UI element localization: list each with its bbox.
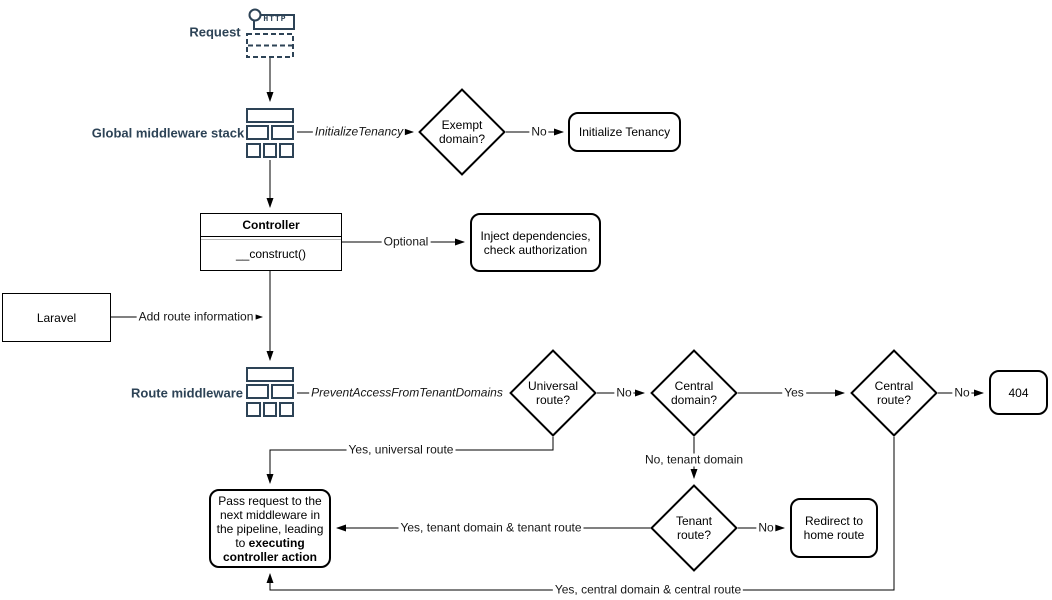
pass-request-bold-text: executing controller action: [222, 535, 317, 564]
edge-label-prevent-access: PreventAccessFromTenantDomains: [311, 385, 503, 400]
decision-tenant-route-label: Tenant route?: [675, 514, 713, 542]
edge-label-no-exempt: No: [531, 124, 547, 139]
node-initialize-tenancy: Initialize Tenancy: [568, 112, 681, 152]
edge-label-no-tenant-route: No: [758, 520, 774, 535]
http-request-icon: [244, 5, 296, 59]
decision-universal-route: [509, 349, 597, 437]
node-laravel: Laravel: [2, 293, 111, 342]
node-controller: [200, 213, 342, 271]
edge-label-add-route-information: Add route information: [138, 309, 254, 324]
decision-exempt-domain-label: Exempt domain?: [438, 118, 486, 146]
global-middleware-label: Global middleware stack: [91, 125, 245, 141]
node-redirect-home: Redirect to home route: [790, 498, 878, 558]
decision-central-domain: [650, 349, 738, 437]
edge-label-no-central-route: No: [954, 385, 970, 400]
decision-exempt-domain: [418, 88, 506, 176]
decision-central-route: [850, 349, 938, 437]
request-label: Request: [189, 24, 241, 40]
route-middleware-label: Route middleware: [131, 385, 243, 401]
node-404: 404: [989, 370, 1048, 415]
edge-label-optional: Optional: [383, 234, 429, 249]
node-pass-request: [209, 489, 331, 568]
controller-title: Controller: [201, 214, 341, 237]
edge-label-yes-central-route: Yes, central domain & central route: [554, 582, 742, 597]
decision-central-route-label: Central route?: [874, 379, 914, 407]
middleware-stack-icon: [244, 107, 296, 159]
edge-label-yes-central-domain: Yes: [784, 385, 804, 400]
decision-universal-route-label: Universal route?: [527, 379, 578, 407]
decision-central-domain-label: Central domain?: [670, 379, 718, 407]
decision-tenant-route: [650, 484, 738, 572]
edge-label-no-universal: No: [616, 385, 632, 400]
edge-label-yes-universal-route: Yes, universal route: [348, 442, 454, 457]
edge-label-yes-tenant-route: Yes, tenant domain & tenant route: [400, 520, 582, 535]
middleware-stack-icon: [244, 366, 296, 418]
edge-label-initialize-tenancy: InitializeTenancy: [314, 124, 404, 139]
http-icon-label: HTTP: [263, 15, 287, 24]
edge-label-no-tenant-domain: No, tenant domain: [644, 452, 744, 467]
node-inject-dependencies: Inject dependencies, check authorization: [470, 213, 601, 272]
pass-request-text: Pass request to the next middleware in the pipeline, leading to: [216, 493, 324, 550]
controller-method: __construct(): [235, 247, 307, 261]
